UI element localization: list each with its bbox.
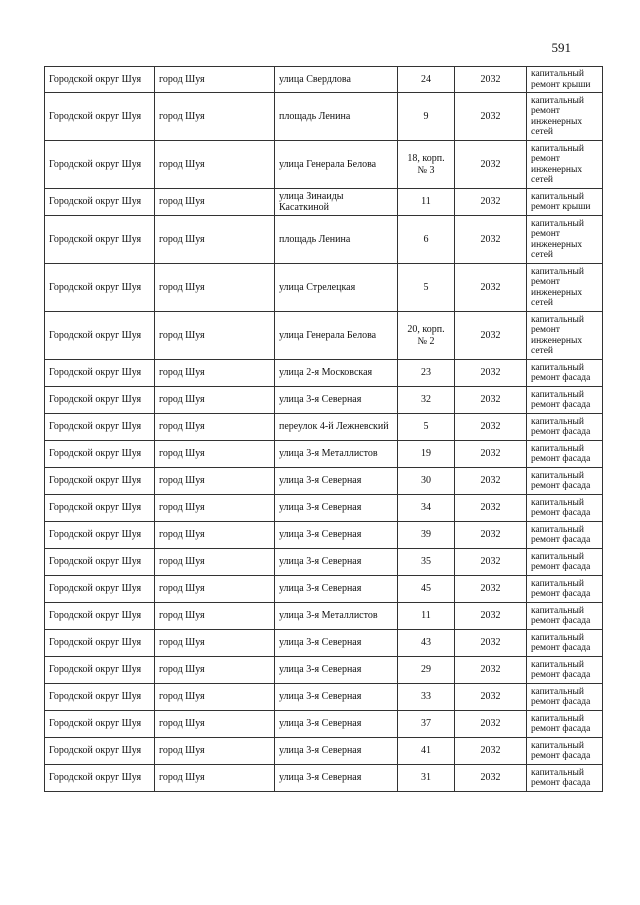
- house-number-cell: 43: [398, 630, 455, 657]
- page-number: 591: [551, 40, 571, 55]
- street-cell: улица 3-я Северная: [275, 684, 398, 711]
- district-cell: Городской округ Шуя: [45, 93, 155, 141]
- year-cell: 2032: [455, 684, 527, 711]
- city-cell: город Шуя: [155, 603, 275, 630]
- year-cell: 2032: [455, 522, 527, 549]
- street-cell: улица 3-я Северная: [275, 765, 398, 792]
- district-cell: Городской округ Шуя: [45, 657, 155, 684]
- year-cell: 2032: [455, 468, 527, 495]
- house-number-cell: 34: [398, 495, 455, 522]
- work-type-cell: капитальный ремонт фасада: [527, 387, 603, 414]
- street-cell: переулок 4-й Лежневский: [275, 414, 398, 441]
- table-row: [45, 216, 603, 264]
- house-number-cell: 6: [398, 216, 455, 264]
- district-cell: Городской округ Шуя: [45, 189, 155, 216]
- work-type-cell: капитальный ремонт фасада: [527, 738, 603, 765]
- city-cell: город Шуя: [155, 93, 275, 141]
- street-cell: улица 3-я Металлистов: [275, 603, 398, 630]
- house-number-cell: 45: [398, 576, 455, 603]
- year-cell: 2032: [455, 312, 527, 360]
- year-cell: 2032: [455, 93, 527, 141]
- house-number-cell: 39: [398, 522, 455, 549]
- district-cell: Городской округ Шуя: [45, 765, 155, 792]
- work-type-cell: капитальный ремонт фасада: [527, 495, 603, 522]
- district-cell: Городской округ Шуя: [45, 549, 155, 576]
- year-cell: 2032: [455, 495, 527, 522]
- work-type-cell: капитальный ремонт фасада: [527, 711, 603, 738]
- street-cell: улица Свердлова: [275, 67, 398, 93]
- year-cell: 2032: [455, 141, 527, 189]
- work-type-cell: капитальный ремонт инженерных сетей: [527, 216, 603, 264]
- repair-schedule-table: [44, 66, 603, 792]
- work-type-cell: капитальный ремонт фасада: [527, 603, 603, 630]
- district-cell: Городской округ Шуя: [45, 522, 155, 549]
- district-cell: Городской округ Шуя: [45, 141, 155, 189]
- work-type-cell: капитальный ремонт фасада: [527, 657, 603, 684]
- street-cell: улица 3-я Северная: [275, 711, 398, 738]
- city-cell: город Шуя: [155, 414, 275, 441]
- house-number-cell: 19: [398, 441, 455, 468]
- district-cell: Городской округ Шуя: [45, 468, 155, 495]
- street-cell: улица 3-я Северная: [275, 495, 398, 522]
- table-row: [45, 549, 603, 576]
- city-cell: город Шуя: [155, 264, 275, 312]
- house-number-cell: 37: [398, 711, 455, 738]
- district-cell: Городской округ Шуя: [45, 738, 155, 765]
- work-type-cell: капитальный ремонт фасада: [527, 441, 603, 468]
- year-cell: 2032: [455, 657, 527, 684]
- street-cell: улица 3-я Северная: [275, 657, 398, 684]
- work-type-cell: капитальный ремонт инженерных сетей: [527, 93, 603, 141]
- year-cell: 2032: [455, 414, 527, 441]
- work-type-cell: капитальный ремонт фасада: [527, 360, 603, 387]
- house-number-cell: 30: [398, 468, 455, 495]
- table-row: [45, 67, 603, 93]
- table-row: [45, 441, 603, 468]
- city-cell: город Шуя: [155, 312, 275, 360]
- city-cell: город Шуя: [155, 141, 275, 189]
- city-cell: город Шуя: [155, 738, 275, 765]
- year-cell: 2032: [455, 387, 527, 414]
- district-cell: Городской округ Шуя: [45, 441, 155, 468]
- table-row: [45, 468, 603, 495]
- street-cell: улица Генерала Белова: [275, 141, 398, 189]
- house-number-cell: 24: [398, 67, 455, 93]
- table-row: [45, 264, 603, 312]
- work-type-cell: капитальный ремонт фасада: [527, 684, 603, 711]
- house-number-cell: 41: [398, 738, 455, 765]
- table-row: [45, 189, 603, 216]
- work-type-cell: капитальный ремонт фасада: [527, 414, 603, 441]
- table-row: [45, 657, 603, 684]
- table-row: [45, 630, 603, 657]
- year-cell: 2032: [455, 603, 527, 630]
- year-cell: 2032: [455, 67, 527, 93]
- street-cell: улица Генерала Белова: [275, 312, 398, 360]
- table-row: [45, 312, 603, 360]
- street-cell: улица 3-я Северная: [275, 468, 398, 495]
- work-type-cell: капитальный ремонт фасада: [527, 765, 603, 792]
- city-cell: город Шуя: [155, 684, 275, 711]
- house-number-cell: 31: [398, 765, 455, 792]
- house-number-cell: 23: [398, 360, 455, 387]
- city-cell: город Шуя: [155, 216, 275, 264]
- work-type-cell: капитальный ремонт крыши: [527, 189, 603, 216]
- district-cell: Городской округ Шуя: [45, 264, 155, 312]
- house-number-cell: 29: [398, 657, 455, 684]
- city-cell: город Шуя: [155, 522, 275, 549]
- table-row: [45, 387, 603, 414]
- work-type-cell: капитальный ремонт фасада: [527, 630, 603, 657]
- table-row: [45, 738, 603, 765]
- city-cell: город Шуя: [155, 189, 275, 216]
- year-cell: 2032: [455, 738, 527, 765]
- work-type-cell: капитальный ремонт инженерных сетей: [527, 312, 603, 360]
- house-number-cell: 5: [398, 414, 455, 441]
- street-cell: улица 3-я Северная: [275, 549, 398, 576]
- year-cell: 2032: [455, 264, 527, 312]
- district-cell: Городской округ Шуя: [45, 67, 155, 93]
- district-cell: Городской округ Шуя: [45, 216, 155, 264]
- street-cell: улица 3-я Северная: [275, 630, 398, 657]
- city-cell: город Шуя: [155, 387, 275, 414]
- year-cell: 2032: [455, 549, 527, 576]
- street-cell: улица 3-я Северная: [275, 576, 398, 603]
- district-cell: Городской округ Шуя: [45, 312, 155, 360]
- work-type-cell: капитальный ремонт инженерных сетей: [527, 264, 603, 312]
- table-row: [45, 414, 603, 441]
- city-cell: город Шуя: [155, 765, 275, 792]
- work-type-cell: капитальный ремонт крыши: [527, 67, 603, 93]
- year-cell: 2032: [455, 576, 527, 603]
- city-cell: город Шуя: [155, 468, 275, 495]
- year-cell: 2032: [455, 630, 527, 657]
- house-number-cell: 11: [398, 603, 455, 630]
- street-cell: улица 2-я Московская: [275, 360, 398, 387]
- table-row: [45, 495, 603, 522]
- work-type-cell: капитальный ремонт фасада: [527, 468, 603, 495]
- city-cell: город Шуя: [155, 657, 275, 684]
- table-row: [45, 93, 603, 141]
- district-cell: Городской округ Шуя: [45, 495, 155, 522]
- city-cell: город Шуя: [155, 67, 275, 93]
- district-cell: Городской округ Шуя: [45, 603, 155, 630]
- city-cell: город Шуя: [155, 576, 275, 603]
- year-cell: 2032: [455, 441, 527, 468]
- district-cell: Городской округ Шуя: [45, 711, 155, 738]
- city-cell: город Шуя: [155, 441, 275, 468]
- city-cell: город Шуя: [155, 495, 275, 522]
- house-number-cell: 35: [398, 549, 455, 576]
- table-row: [45, 603, 603, 630]
- work-type-cell: капитальный ремонт инженерных сетей: [527, 141, 603, 189]
- table-row: [45, 360, 603, 387]
- street-cell: улица Зинаиды Касаткиной: [275, 189, 398, 216]
- district-cell: Городской округ Шуя: [45, 387, 155, 414]
- table-row: [45, 141, 603, 189]
- year-cell: 2032: [455, 360, 527, 387]
- table-row: [45, 522, 603, 549]
- district-cell: Городской округ Шуя: [45, 414, 155, 441]
- house-number-cell: 32: [398, 387, 455, 414]
- city-cell: город Шуя: [155, 549, 275, 576]
- street-cell: площадь Ленина: [275, 216, 398, 264]
- street-cell: улица 3-я Северная: [275, 522, 398, 549]
- district-cell: Городской округ Шуя: [45, 360, 155, 387]
- house-number-cell: 11: [398, 189, 455, 216]
- house-number-cell: 33: [398, 684, 455, 711]
- street-cell: улица 3-я Северная: [275, 387, 398, 414]
- district-cell: Городской округ Шуя: [45, 684, 155, 711]
- year-cell: 2032: [455, 189, 527, 216]
- city-cell: город Шуя: [155, 711, 275, 738]
- year-cell: 2032: [455, 216, 527, 264]
- table-row: [45, 711, 603, 738]
- table-row: [45, 765, 603, 792]
- house-number-cell: 18, корп. № 3: [398, 141, 455, 189]
- city-cell: город Шуя: [155, 360, 275, 387]
- house-number-cell: 9: [398, 93, 455, 141]
- work-type-cell: капитальный ремонт фасада: [527, 576, 603, 603]
- house-number-cell: 20, корп. № 2: [398, 312, 455, 360]
- street-cell: улица 3-я Северная: [275, 738, 398, 765]
- table-row: [45, 576, 603, 603]
- work-type-cell: капитальный ремонт фасада: [527, 549, 603, 576]
- street-cell: улица 3-я Металлистов: [275, 441, 398, 468]
- work-type-cell: капитальный ремонт фасада: [527, 522, 603, 549]
- street-cell: улица Стрелецкая: [275, 264, 398, 312]
- district-cell: Городской округ Шуя: [45, 576, 155, 603]
- year-cell: 2032: [455, 711, 527, 738]
- city-cell: город Шуя: [155, 630, 275, 657]
- house-number-cell: 5: [398, 264, 455, 312]
- district-cell: Городской округ Шуя: [45, 630, 155, 657]
- table-row: [45, 684, 603, 711]
- year-cell: 2032: [455, 765, 527, 792]
- street-cell: площадь Ленина: [275, 93, 398, 141]
- table-body: [45, 67, 603, 792]
